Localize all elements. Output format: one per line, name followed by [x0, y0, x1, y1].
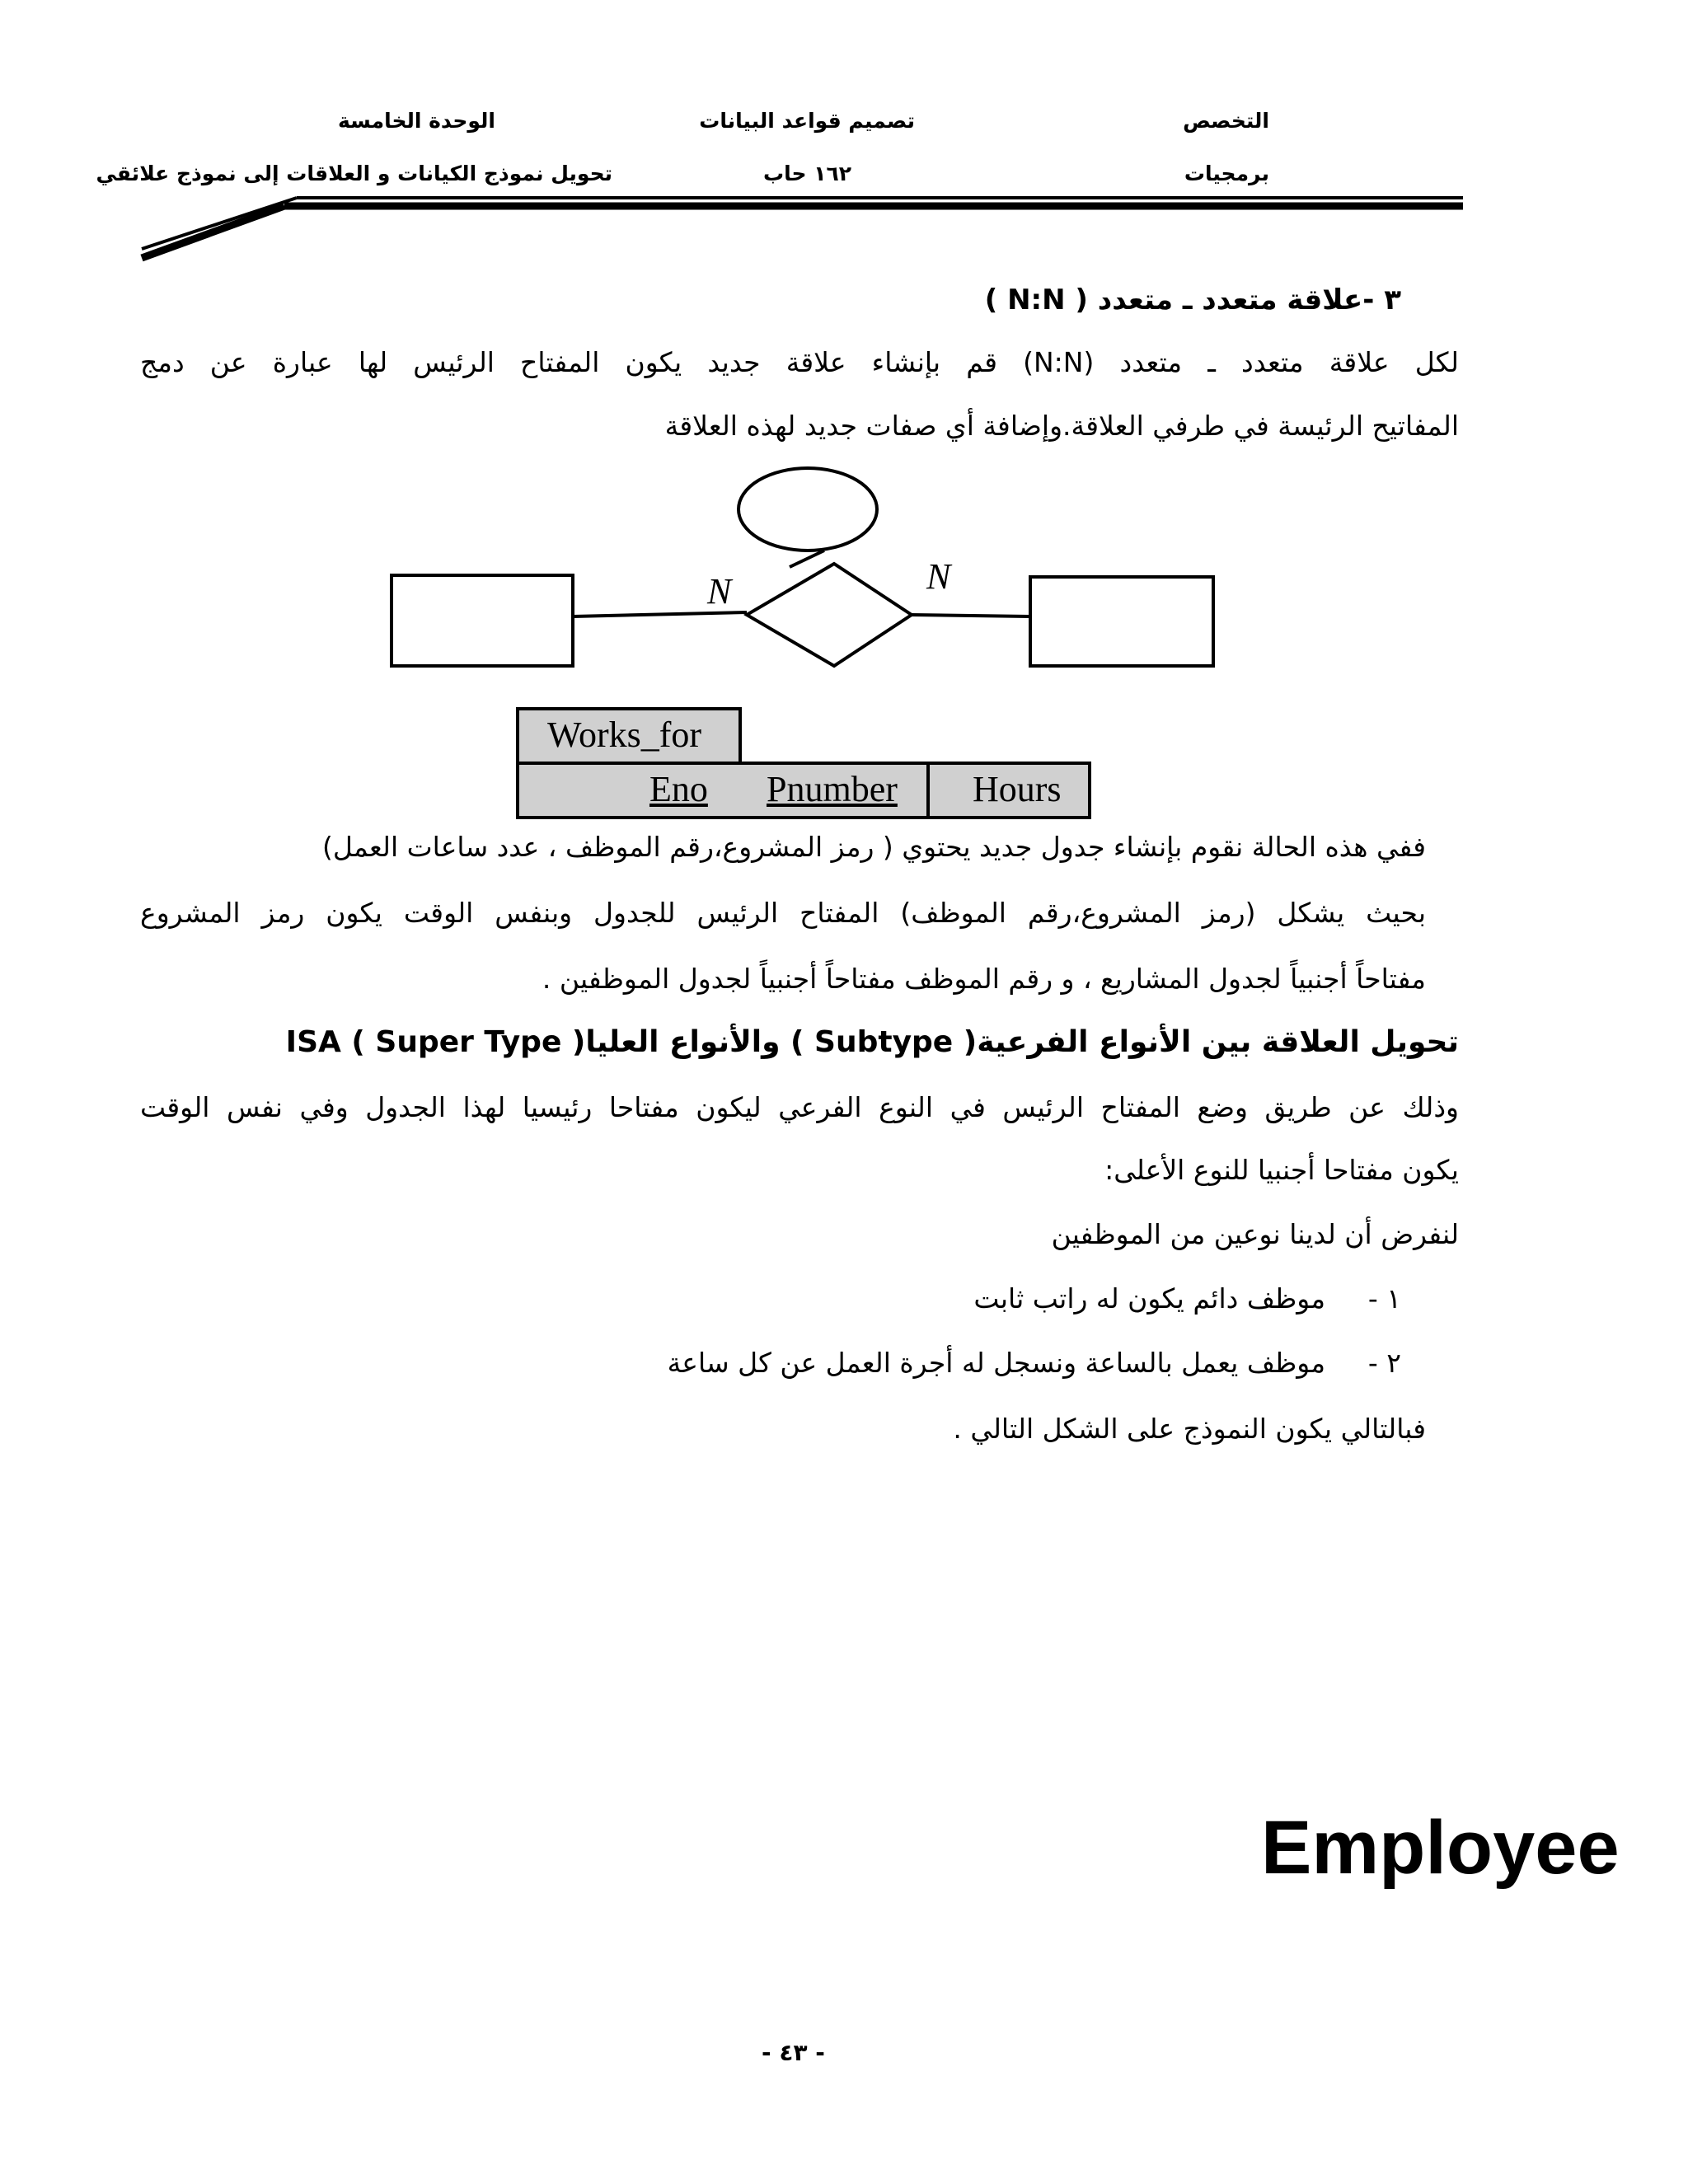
relationship-diamond [747, 564, 912, 666]
header-course-label: تصميم قواعد البيانات [699, 109, 915, 133]
list-item-2-number: ٢ - [1367, 1347, 1401, 1379]
explanation-line2: بحيث يشكل (رمز المشروع،رقم الموظف) المفتاح الرئيس للجدول وبنفس الوقت يكون رمز المشروع [140, 897, 1426, 929]
attribute-ellipse [738, 468, 877, 551]
header-course-code: ١٦٢ حاب [762, 162, 851, 185]
column-eno: Eno [649, 769, 708, 809]
explanation-line1: ففي هذه الحالة نقوم بإنشاء جدول جديد يحتوي ( رمز المشروع،رقم الموظف ، عدد ساعات العمل) [322, 831, 1426, 863]
isa-conclusion: فبالتالي يكون النموذج على الشكل التالي . [953, 1413, 1426, 1445]
page-number: - ٤٣ - [762, 2039, 825, 2066]
er-diagram [0, 0, 1688, 701]
explanation-line3: مفتاحاً أجنبياً لجدول المشاريع ، و رقم الموظف مفتاحاً أجنبياً لجدول الموظفين . [542, 963, 1426, 995]
isa-line1: وذلك عن طريق وضع المفتاح الرئيس في النوع الفرعي ليكون مفتاحا رئيسيا لهذا الجدول وفي نفس الوقت [140, 1091, 1459, 1123]
list-item-1-number: ١ - [1367, 1282, 1401, 1315]
section3-paragraph-line1: لكل علاقة متعدد ـ متعدد (N:N) قم بإنشاء علاقة جديد يكون المفتاح الرئيس لها عبارة عن دمج [140, 346, 1459, 378]
column-hours: Hours [973, 769, 1062, 809]
relation-name: Works_for [547, 715, 702, 755]
left-cardinality-label: N [707, 571, 732, 612]
left-entity-box [392, 575, 573, 666]
header-unit-label: الوحدة الخامسة [338, 109, 495, 133]
header-specialty-value: برمجيات [1184, 162, 1269, 185]
section3-heading: ٣ -علاقة متعدد ـ متعدد ( N:N ) [984, 284, 1401, 316]
right-entity-box [1030, 577, 1213, 666]
isa-line3: لنفرض أن لدينا نوعين من الموظفين [1051, 1218, 1459, 1250]
isa-heading: تحويل العلاقة بين الأنواع الفرعية( Subtype ) والأنواع العليا( Super Type ) ISA [285, 1025, 1459, 1059]
isa-line2: يكون مفتاحا أجنبيا للنوع الأعلى: [1104, 1154, 1459, 1186]
header-unit-title: تحويل نموذج الكيانات و العلاقات إلى نموذج علائقي [96, 162, 612, 185]
list-item-1-text: موظف دائم يكون له راتب ثابت [973, 1282, 1325, 1315]
list-item-2-text: موظف يعمل بالساعة ونسجل له أجرة العمل عن كل ساعة [667, 1347, 1325, 1379]
employee-entity-label: Employee [1261, 1806, 1620, 1890]
column-pnumber: Pnumber [767, 769, 898, 809]
section3-paragraph-line2: المفاتيح الرئيسة في طرفي العلاقة.وإضافة أي صفات جديد لهذه العلاقة [664, 410, 1459, 442]
header-specialty-label: التخصص [1183, 109, 1269, 133]
right-cardinality-label: N [926, 556, 951, 597]
